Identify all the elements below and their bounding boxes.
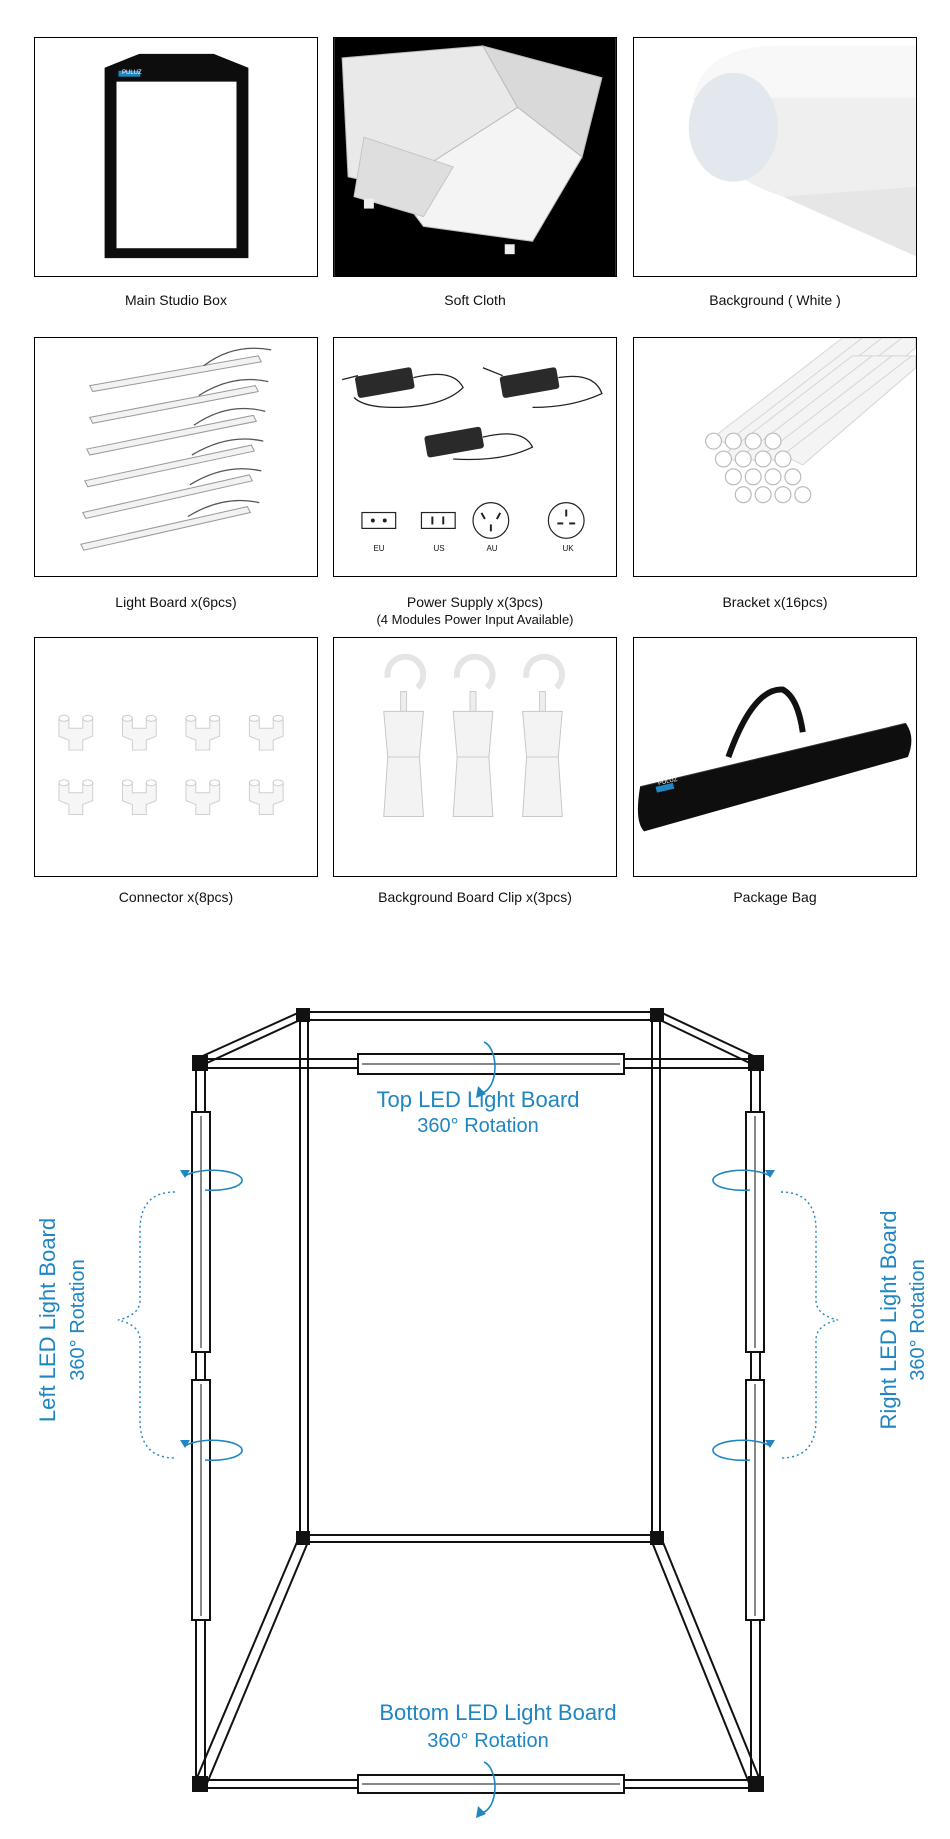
item-background-label: Background ( White ) <box>709 292 841 308</box>
item-light-board-label: Light Board x(6pcs) <box>115 594 237 610</box>
right-brace <box>781 1192 838 1458</box>
item-connector-image <box>34 637 318 877</box>
studio-box-illustration <box>35 38 317 276</box>
plug-au-label: AU <box>486 544 498 553</box>
top-led-label: Top LED Light Board <box>376 1087 580 1112</box>
light-board-inner-lines <box>201 1064 755 1784</box>
bottom-rotation-label: 360° Rotation <box>427 1730 549 1752</box>
studio-box-logo: PULUZ <box>122 70 142 76</box>
plug-us-label: US <box>433 544 445 553</box>
item-package-bag-image <box>633 637 917 877</box>
right-rotation-label: 360° Rotation <box>907 1259 929 1381</box>
light-boards-illustration <box>35 338 317 576</box>
left-brace <box>118 1192 175 1458</box>
background-roll-illustration <box>634 38 916 276</box>
item-clip-label: Background Board Clip x(3pcs) <box>378 889 572 905</box>
item-clip-image <box>333 637 617 877</box>
item-bracket-image <box>633 337 917 577</box>
item-light-board-image <box>34 337 318 577</box>
connectors-illustration <box>35 638 317 876</box>
led-light-boards <box>192 1054 764 1793</box>
top-rotation-label: 360° Rotation <box>417 1115 539 1137</box>
power-supplies-illustration <box>334 338 616 576</box>
item-soft-cloth-label: Soft Cloth <box>444 292 506 308</box>
item-main-studio-box-label: Main Studio Box <box>125 292 227 308</box>
left-rotation-label: 360° Rotation <box>67 1259 89 1381</box>
left-led-label: Left LED Light Board <box>35 1217 60 1423</box>
light-board-rotation-diagram <box>0 980 950 1839</box>
package-bag-logo: PULUZ <box>657 776 679 788</box>
package-bag-illustration <box>634 638 916 876</box>
item-bracket-label: Bracket x(16pcs) <box>722 594 828 610</box>
item-soft-cloth-image <box>333 37 617 277</box>
item-connector-label: Connector x(8pcs) <box>118 889 234 905</box>
item-main-studio-box-image <box>34 37 318 277</box>
clips-illustration <box>334 638 616 876</box>
item-power-supply-image <box>333 337 617 577</box>
brackets-illustration <box>634 338 916 576</box>
item-power-supply-label: Power Supply x(3pcs) <box>406 594 544 610</box>
item-background-image <box>633 37 917 277</box>
item-package-bag-label: Package Bag <box>733 889 817 905</box>
item-power-supply-sublabel: (4 Modules Power Input Available) <box>376 612 574 627</box>
soft-cloth-illustration <box>334 38 616 276</box>
right-led-label: Right LED Light Board <box>876 1210 901 1430</box>
grouping-braces <box>118 1192 838 1458</box>
plug-eu-label: EU <box>373 544 385 553</box>
bottom-led-label: Bottom LED Light Board <box>379 1700 617 1725</box>
plug-uk-label: UK <box>562 544 574 553</box>
rotation-arrows <box>185 1042 770 1813</box>
